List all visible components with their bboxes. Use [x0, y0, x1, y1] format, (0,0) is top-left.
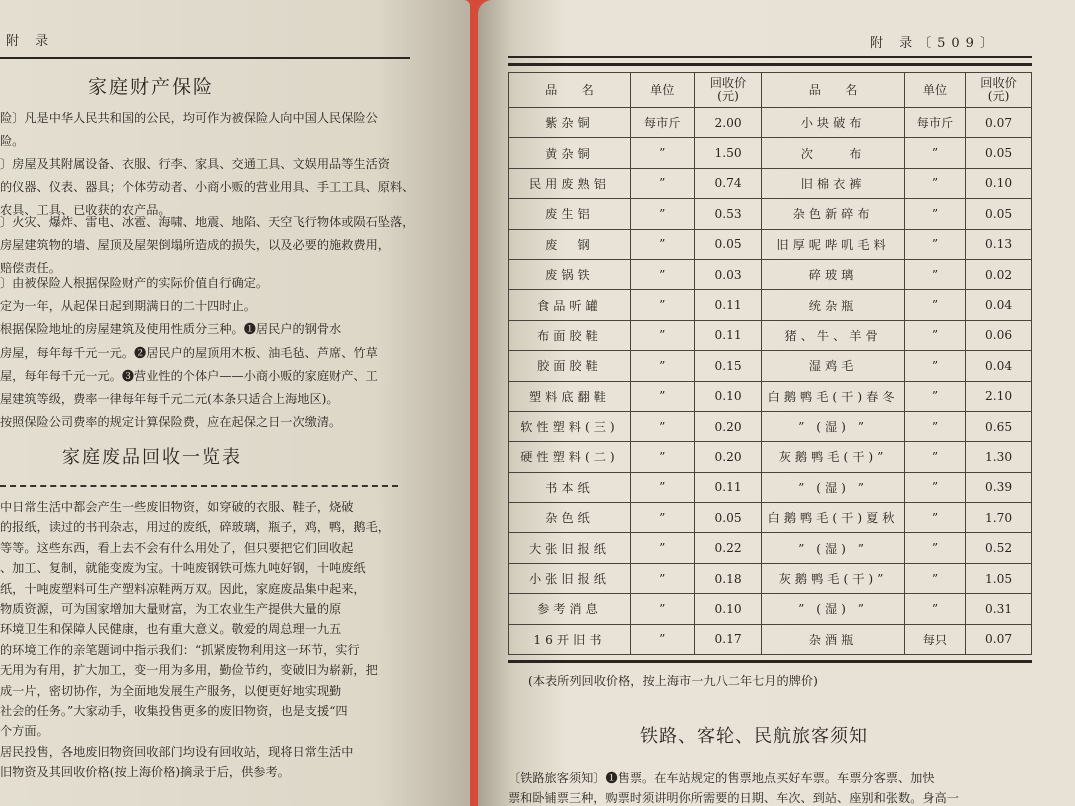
table-row: [509, 472, 1032, 502]
table-row: [509, 503, 1032, 533]
cell-price: 0.05: [694, 503, 762, 533]
table-row: [509, 168, 1032, 198]
cell-item-name-2: 统杂瓶: [762, 290, 904, 320]
cell-price-2: 0.10: [966, 168, 1032, 198]
cell-price-2: 1.30: [966, 442, 1032, 472]
cell-price-2: 0.07: [966, 108, 1032, 138]
cell-price-2: 0.31: [966, 594, 1032, 624]
cell-unit: ”: [630, 351, 694, 381]
cell-item-name-2: ” (湿) ”: [762, 411, 904, 441]
cell-item-name-2: 灰鹅鸭毛(干)”: [762, 442, 904, 472]
cell-unit-2: ”: [904, 533, 965, 563]
header-price: 回收价 (元): [694, 73, 762, 108]
cell-unit-2: ”: [904, 138, 965, 168]
cell-item-name-2: 小块破布: [762, 108, 904, 138]
cell-item-name-2: 次 布: [762, 138, 904, 168]
recycling-divider: [0, 485, 398, 487]
table-row: [509, 290, 1032, 320]
table-row: [509, 533, 1032, 563]
cell-item-name: 食品听罐: [509, 290, 631, 320]
cell-price: 0.22: [694, 533, 762, 563]
cell-item-name: 紫杂铜: [509, 108, 631, 138]
cell-unit-2: ”: [904, 199, 965, 229]
table-row: [509, 594, 1032, 624]
table-row: [509, 138, 1032, 168]
table-note: (本表所列回收价格，按上海市一九八二年七月的牌价): [528, 674, 818, 688]
table-row: [509, 411, 1032, 441]
cell-item-name-2: 碎玻璃: [762, 259, 904, 289]
cell-unit: ”: [630, 503, 694, 533]
header-item-name: 品 名: [509, 73, 631, 108]
insurance-para-4: 〕由被保险人根据保险财产的实际价值自行确定。 定为一年，从起保日起到期满日的二十四时止。 根据保险地址的房屋建筑及使用性质分三种。❶居民户的钢骨水 房屋，每年每千元一元。❷居民户的屋顶用木板、油毛毡、芦席、竹草 屋，每年每千元一元。❸营业性的个体户——小商小贩的家庭财产、工 屋建筑等级，费率一律每年每千元二元(本条只适合上海地区)。 按照保险公司费率的规定计算保险费，应在起保之日一次缴清。: [0, 276, 378, 430]
cell-unit: ”: [630, 533, 694, 563]
cell-unit: ”: [630, 594, 694, 624]
insurance-title: 家庭财产保险: [88, 76, 215, 98]
cell-item-name: 废锅铁: [509, 259, 631, 289]
cell-item-name-2: ” (湿) ”: [762, 533, 904, 563]
right-header-rule: [508, 56, 1032, 58]
cell-price-2: 0.02: [966, 259, 1032, 289]
cell-item-name: 民用废熟铝: [509, 168, 631, 198]
cell-price: 0.11: [694, 320, 762, 350]
table-body: [509, 108, 1032, 655]
cell-item-name-2: ” (湿) ”: [762, 472, 904, 502]
table-row: [509, 320, 1032, 350]
cell-price-2: 0.52: [966, 533, 1032, 563]
cell-unit: ”: [630, 168, 694, 198]
cell-item-name-2: 杂色新碎布: [762, 199, 904, 229]
cell-item-name-2: 白鹅鸭毛(干)夏秋: [762, 503, 904, 533]
cell-unit-2: ”: [904, 320, 965, 350]
recycling-price-table: [508, 72, 1032, 655]
cell-item-name: 16开旧书: [509, 624, 631, 654]
rail-notice-text: 〔铁路旅客须知〕❶售票。在车站规定的售票地点买好车票。车票分客票、加快 票和卧铺票三种，购票时须讲明你所需要的日期、车次、到站、座别和张数。身高一: [508, 771, 959, 805]
cell-unit: ”: [630, 381, 694, 411]
cell-unit-2: ”: [904, 472, 965, 502]
cell-unit-2: ”: [904, 259, 965, 289]
cell-unit-2: ”: [904, 290, 965, 320]
cell-price: 0.05: [694, 229, 762, 259]
cell-price: 0.03: [694, 259, 762, 289]
table-row: [509, 108, 1032, 138]
cell-item-name-2: 旧厚呢哔叽毛料: [762, 229, 904, 259]
cell-price: 0.20: [694, 411, 762, 441]
cell-price-2: 0.07: [966, 624, 1032, 654]
cell-unit-2: ”: [904, 563, 965, 593]
insurance-para-2: 〕房屋及其附属设备、衣服、行李、家具、交通工具、文娱用品等生活资 的仪器、仪表、器具；个体劳动者、小商小贩的营业用具、手工工具、原料、 农具、工具、已收获的农产品。: [0, 157, 415, 218]
cell-unit-2: ”: [904, 411, 965, 441]
cell-unit: ”: [630, 138, 694, 168]
table-row: [509, 624, 1032, 654]
cell-item-name: 黄杂铜: [509, 138, 631, 168]
cell-price: 0.53: [694, 199, 762, 229]
cell-unit-2: 每只: [904, 624, 965, 654]
cell-item-name: 参考消息: [509, 594, 631, 624]
cell-unit: ”: [630, 442, 694, 472]
cell-item-name-2: 湿鸡毛: [762, 351, 904, 381]
cell-price: 0.17: [694, 624, 762, 654]
cell-item-name: 小张旧报纸: [509, 563, 631, 593]
cell-price-2: 1.05: [966, 563, 1032, 593]
cell-price: 0.20: [694, 442, 762, 472]
cell-item-name-2: ” (湿) ”: [762, 594, 904, 624]
left-header-rule: [0, 57, 410, 59]
cell-unit: ”: [630, 290, 694, 320]
cell-unit: ”: [630, 320, 694, 350]
header-item-name-2: 品 名: [762, 73, 904, 108]
cell-price-2: 0.04: [966, 351, 1032, 381]
cell-item-name-2: 灰鹅鸭毛(干)”: [762, 563, 904, 593]
travel-title: 铁路、客轮、民航旅客须知: [640, 726, 868, 747]
right-page: [478, 0, 1075, 806]
cell-price: 0.11: [694, 472, 762, 502]
cell-unit: ”: [630, 563, 694, 593]
cell-item-name-2: 猪、牛、羊骨: [762, 320, 904, 350]
table-row: [509, 351, 1032, 381]
cell-price: 0.74: [694, 168, 762, 198]
table-row: [509, 229, 1032, 259]
header-unit-2: 单位: [904, 73, 965, 108]
left-page: [0, 0, 470, 806]
cell-item-name: 废 钢: [509, 229, 631, 259]
cell-unit: 每市斤: [630, 108, 694, 138]
cell-unit-2: ”: [904, 442, 965, 472]
cell-item-name: 塑料底翻鞋: [509, 381, 631, 411]
cell-item-name: 大张旧报纸: [509, 533, 631, 563]
cell-price: 0.10: [694, 594, 762, 624]
cell-item-name-2: 旧棉衣裤: [762, 168, 904, 198]
recycling-body: 中日常生活中都会产生一些废旧物资，如穿破的衣服、鞋子，烧破 的报纸，读过的书刊杂志，用过的废纸，碎玻璃，瓶子，鸡，鸭，鹅毛， 等等。这些东西，看上去不会有什么用处了，但只要把它们回收起 、加工、复制，就能变废为宝。十吨废钢铁可炼九吨好钢，十吨废纸 纸，十吨废塑料可生产塑料凉鞋两万双。因此，家庭废品集中起来， 物质资源，可为国家增加大量财富，为工农业生产提供大量的原 环境卫生和保障人民健康，也有重大意义。敬爱的周总理一九五 的环境工作的亲笔题词中指示我们：“抓紧废物利用这一环节，实行 无用为有用，扩大加工，变一用为多用，勤俭节约，变破旧为崭新，把 成一片，密切协作，为全面地发展生产服务，以便更好地实现勤 社会的任务。”大家动手，收集投售更多的废旧物资，也是支援“四 个方面。 居民投售，各地废旧物资回收部门均设有回收站，现将日常生活中 旧物资及其回收价格(按上海价格)摘录于后，供参考。: [0, 500, 390, 780]
table-bottom-rule: [508, 660, 1032, 663]
cell-unit-2: ”: [904, 381, 965, 411]
cell-item-name: 废生铝: [509, 199, 631, 229]
cell-unit: ”: [630, 229, 694, 259]
cell-item-name: 胶面胶鞋: [509, 351, 631, 381]
cell-unit-2: ”: [904, 503, 965, 533]
cell-item-name: 书本纸: [509, 472, 631, 502]
insurance-para-1: 险〕凡是中华人民共和国的公民，均可作为被保险人向中国人民保险公 险。: [0, 111, 378, 149]
cell-unit-2: ”: [904, 351, 965, 381]
cell-unit-2: ”: [904, 229, 965, 259]
cell-price: 0.10: [694, 381, 762, 411]
cell-price-2: 0.65: [966, 411, 1032, 441]
cell-unit: ”: [630, 472, 694, 502]
cell-price-2: 0.05: [966, 138, 1032, 168]
cell-price: 2.00: [694, 108, 762, 138]
cell-item-name: 硬性塑料(二): [509, 442, 631, 472]
table-row: [509, 563, 1032, 593]
cell-item-name-2: 杂酒瓶: [762, 624, 904, 654]
table-top-rule: [508, 63, 1032, 66]
right-running-head: 附 录〔509〕: [870, 36, 999, 51]
recycling-title: 家庭废品回收一览表: [62, 447, 242, 468]
cell-price-2: 1.70: [966, 503, 1032, 533]
table-row: [509, 442, 1032, 472]
cell-item-name: 杂色纸: [509, 503, 631, 533]
header-unit: 单位: [630, 73, 694, 108]
left-running-head: 附 录: [6, 34, 55, 49]
table-row: [509, 199, 1032, 229]
cell-unit-2: 每市斤: [904, 108, 965, 138]
cell-unit-2: ”: [904, 168, 965, 198]
header-price-2: 回收价 (元): [966, 73, 1032, 108]
cell-price: 0.15: [694, 351, 762, 381]
cell-unit-2: ”: [904, 594, 965, 624]
table-row: [509, 259, 1032, 289]
cell-item-name: 软性塑料(三): [509, 411, 631, 441]
insurance-para-3: 〕火灾、爆炸、雷电、冰雹、海啸、地震、地陷、天空飞行物体或陨石坠落， 房屋建筑物的墙、屋顶及屋架倒塌所造成的损失，以及必要的施救费用， 赔偿责任。: [0, 215, 415, 276]
cell-price: 0.18: [694, 563, 762, 593]
table-header-row: [509, 73, 1032, 108]
cell-price-2: 0.05: [966, 199, 1032, 229]
table-row: [509, 381, 1032, 411]
cell-unit: ”: [630, 259, 694, 289]
cell-item-name: 布面胶鞋: [509, 320, 631, 350]
cell-price-2: 2.10: [966, 381, 1032, 411]
cell-unit: ”: [630, 199, 694, 229]
cell-price-2: 0.13: [966, 229, 1032, 259]
cell-price-2: 0.39: [966, 472, 1032, 502]
cell-price: 0.11: [694, 290, 762, 320]
cell-price-2: 0.06: [966, 320, 1032, 350]
cell-item-name-2: 白鹅鸭毛(干)春冬: [762, 381, 904, 411]
cell-unit: ”: [630, 411, 694, 441]
cell-price-2: 0.04: [966, 290, 1032, 320]
cell-unit: ”: [630, 624, 694, 654]
cell-price: 1.50: [694, 138, 762, 168]
